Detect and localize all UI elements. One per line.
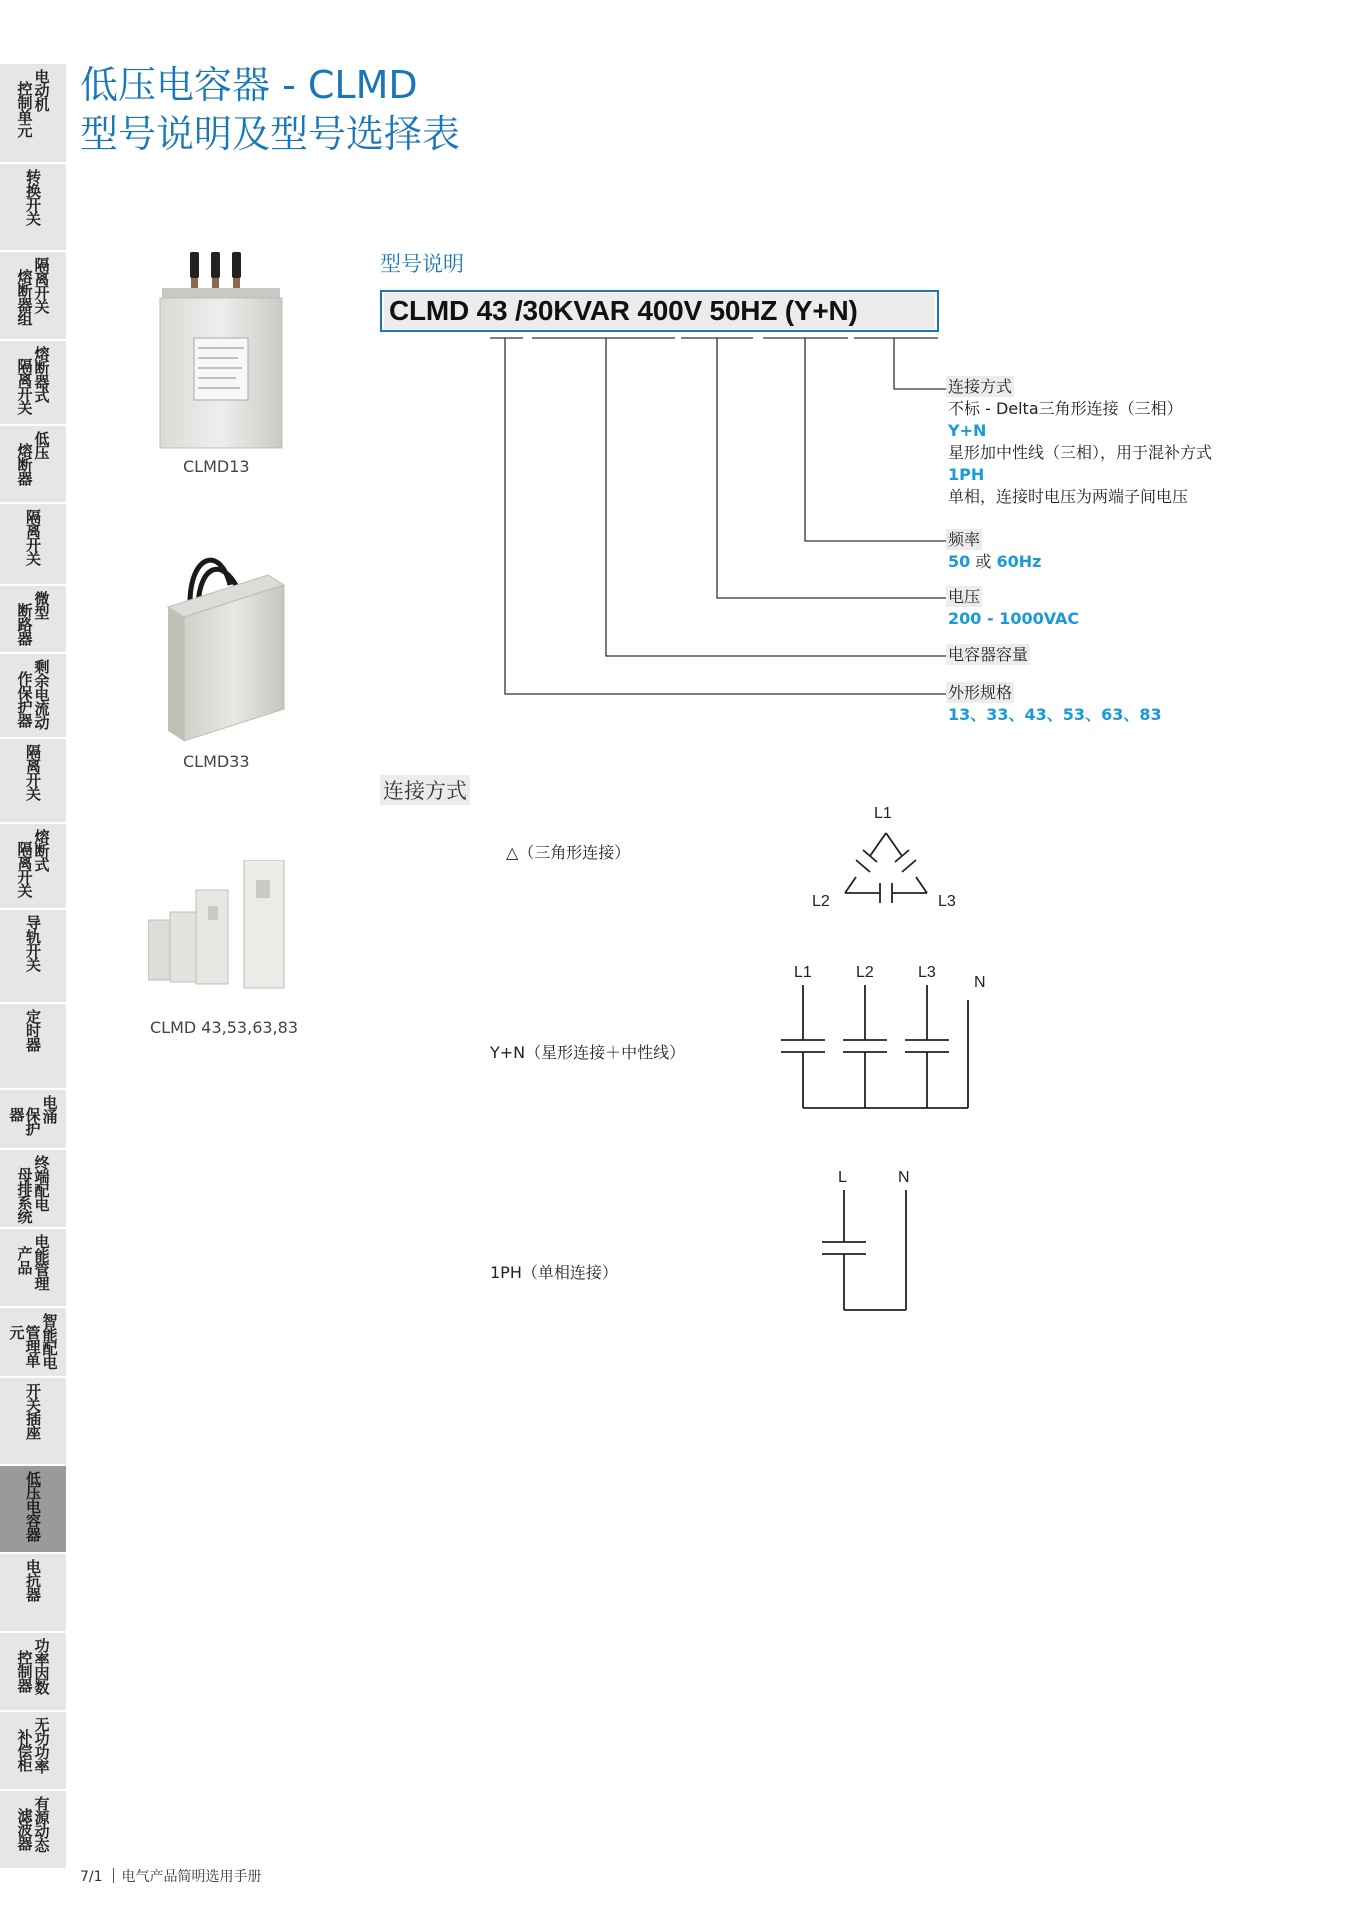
sidebar-tab-label: 隔离开关 <box>15 841 34 897</box>
1ph-label: 1PH（单相连接） <box>490 1263 618 1282</box>
yn-terminal-l3: L3 <box>918 964 936 981</box>
manual-name: 电气产品简明选用手册 <box>121 1869 262 1885</box>
sidebar-tab-label: 断路器 <box>15 603 34 645</box>
sidebar-tab-label: 电动机 <box>32 69 51 111</box>
sidebar-tab-label: 熔断式 <box>32 829 51 871</box>
delta-label: △（三角形连接） <box>506 843 631 862</box>
sidebar-tab-label: 转换开关 <box>24 169 42 225</box>
frequency-or: 或 <box>970 552 997 571</box>
footer <box>80 1866 262 1886</box>
delta-terminal-l3: L3 <box>938 893 956 910</box>
model-section-title: 型号说明 <box>380 252 464 276</box>
sidebar-tab-label: 作保护器 <box>15 671 34 727</box>
voltage-head: 电压 <box>948 587 981 606</box>
sidebar-tab-label: 隔离开关 <box>24 744 42 800</box>
size-values: 13、33、43、53、63、83 <box>948 705 1162 724</box>
clmd13-label: CLMD13 <box>183 457 250 476</box>
sidebar-tab-label: 导轨开关 <box>24 915 42 971</box>
sidebar-tab-label: 微型 <box>32 591 51 619</box>
sidebar-tab-label: 有源动态 <box>32 1796 51 1852</box>
sidebar-tab-label: 低压 <box>32 431 51 459</box>
delta-diagram <box>812 805 956 910</box>
sidebar-tab-label: 隔离开关 <box>32 257 51 313</box>
sidebar-tab-label: 控制器 <box>15 1650 34 1692</box>
1ph-terminal-n: N <box>898 1169 910 1186</box>
connection-head: 连接方式 <box>948 377 1013 396</box>
sidebar-tab-label: 熔断器 <box>15 443 34 485</box>
sidebar-tab-label: 低压电容器 <box>24 1471 42 1541</box>
page-subtitle: 型号说明及型号选择表 <box>80 112 461 156</box>
yn-diagram <box>781 964 986 1108</box>
sidebar-tab-label: 母排系统 <box>15 1167 34 1223</box>
sidebar-tab-label: 隔离开关 <box>15 358 34 414</box>
page-number: 7/1 <box>80 1869 103 1885</box>
connection-1ph-desc: 单相，连接时电压为两端子间电压 <box>948 487 1189 506</box>
yn-terminal-n: N <box>974 974 986 991</box>
sidebar-tab-label: 补偿柜 <box>15 1729 34 1771</box>
frequency-value-60: 60Hz <box>996 552 1042 571</box>
voltage-range: 200 - 1000VAC <box>948 609 1080 628</box>
sidebar-tab-label: 电抗器 <box>24 1559 42 1601</box>
sidebar-tab-label: 定时器 <box>24 1009 42 1051</box>
clmd33-label: CLMD33 <box>183 752 250 771</box>
delta-terminal-l2: L2 <box>812 893 830 910</box>
sidebar-tab-label: 无功功率 <box>32 1717 51 1773</box>
delta-terminal-l1: L1 <box>874 805 892 822</box>
sidebar-tab-label: 控制单元 <box>15 81 34 137</box>
page-title: 低压电容器 - CLMD <box>80 63 418 107</box>
clmd43-label: CLMD 43,53,63,83 <box>150 1018 298 1037</box>
sidebar-tab-label: 产品 <box>15 1246 34 1274</box>
1ph-terminal-l: L <box>838 1169 847 1186</box>
yn-label: Y+N（星形连接＋中性线） <box>490 1043 686 1062</box>
sidebar-tab-label: 电涌 <box>40 1095 59 1123</box>
connection-yn-code: Y+N <box>948 421 987 440</box>
sidebar-tab-label: 管理单元 <box>7 1325 42 1367</box>
connection-1ph-code: 1PH <box>948 465 985 484</box>
sidebar-tab-label: 熔断器式 <box>32 346 51 402</box>
sidebar-tab-label: 滤波器 <box>15 1808 34 1850</box>
connection-yn-desc: 星形加中性线（三相），用于混补方式 <box>948 443 1213 462</box>
sidebar-tab-label: 熔断器组 <box>15 269 34 325</box>
sidebar-tab-label: 终端配电 <box>32 1155 51 1211</box>
size-head: 外形规格 <box>948 683 1013 702</box>
sidebar-tab-label: 开关插座 <box>24 1383 42 1439</box>
sidebar-tab-label: 保护器 <box>7 1107 42 1135</box>
connection-section-title: 连接方式 <box>380 775 470 805</box>
sidebar-tab-label: 功率因数 <box>32 1638 51 1694</box>
sidebar-tab-label: 电能管理 <box>32 1234 51 1290</box>
model-code: CLMD 43 /30KVAR 400V 50HZ (Y+N) <box>384 293 935 329</box>
frequency-value-50: 50 <box>948 552 971 571</box>
footer-separator <box>113 1868 114 1883</box>
sidebar-tab-label: 剩余电流动 <box>32 659 51 729</box>
sidebar-tab-label: 智能配电 <box>40 1313 59 1369</box>
connection-delta-desc: 不标 - Delta三角形连接（三相） <box>948 399 1183 418</box>
frequency-head: 频率 <box>948 530 981 549</box>
yn-terminal-l1: L1 <box>794 964 812 981</box>
sidebar-tab-label: 隔离开关 <box>24 509 42 565</box>
yn-terminal-l2: L2 <box>856 964 874 981</box>
1ph-diagram <box>822 1169 910 1310</box>
capacity-head: 电容器容量 <box>948 645 1029 664</box>
